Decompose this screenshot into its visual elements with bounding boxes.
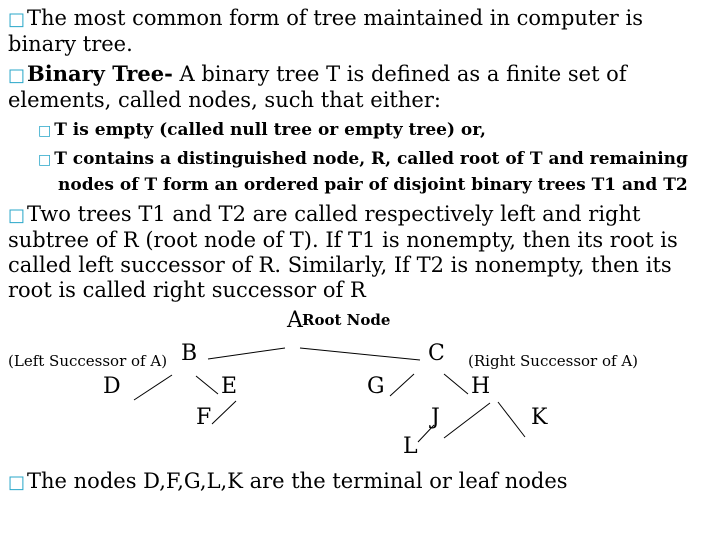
node-g: G (367, 374, 385, 399)
definition-term: Binary Tree- (27, 61, 173, 86)
leaf-nodes-text: The nodes D,F,G,L,K are the terminal or leaf nodes (27, 469, 568, 493)
edge-a-b (208, 348, 285, 359)
edge-b-e (196, 376, 218, 394)
paragraph-leaf-nodes (8, 469, 713, 495)
edge-h-k (498, 402, 525, 437)
node-a: A (287, 308, 303, 333)
edge-a-c (300, 348, 420, 360)
sub-point-empty-text: T is empty (called null tree or empty tree) or, (54, 120, 486, 140)
edge-c-g (390, 374, 414, 396)
node-h: H (471, 374, 491, 399)
node-j: J (431, 405, 440, 430)
edge-b-d (134, 375, 172, 400)
bullet-icon: □ (8, 472, 26, 493)
edge-e-f (212, 401, 236, 424)
bullet-icon: □ (8, 65, 26, 86)
node-b: B (181, 341, 198, 366)
node-k: K (531, 405, 548, 430)
intro-text: The most common form of tree maintained in computer is binary tree. (8, 6, 644, 56)
node-d: D (103, 374, 121, 399)
node-e: E (221, 374, 238, 399)
edge-h-j (444, 403, 490, 438)
sub-bullet-icon: □ (38, 123, 52, 139)
bullet-icon: □ (8, 205, 26, 226)
root-node-label: Root Node (302, 311, 391, 329)
sub-bullet-icon: □ (38, 152, 52, 168)
edge-c-h (444, 374, 468, 394)
sub-point-distinguished-text: T contains a distinguished node, R, called root of T and remaining nodes of T form an ordered pair of disjoint binary trees T1 and T2 (54, 149, 688, 195)
right-successor-label: (Right Successor of A) (468, 352, 639, 370)
subtrees-text: Two trees T1 and T2 are called respectively left and right subtree of R (root node of T). If T1 is nonempty, then its root is called left successor of R. Similarly, If T2 is nonempty, then its root is called right successor of R (8, 202, 678, 302)
left-successor-label: (Left Successor of A) (8, 352, 168, 370)
node-f: F (196, 405, 212, 430)
node-c: C (428, 341, 445, 366)
definition-text: A binary tree T is defined as a finite set of elements, called nodes, such that either: (8, 62, 627, 112)
node-l: L (403, 434, 418, 459)
bullet-icon: □ (8, 9, 26, 30)
